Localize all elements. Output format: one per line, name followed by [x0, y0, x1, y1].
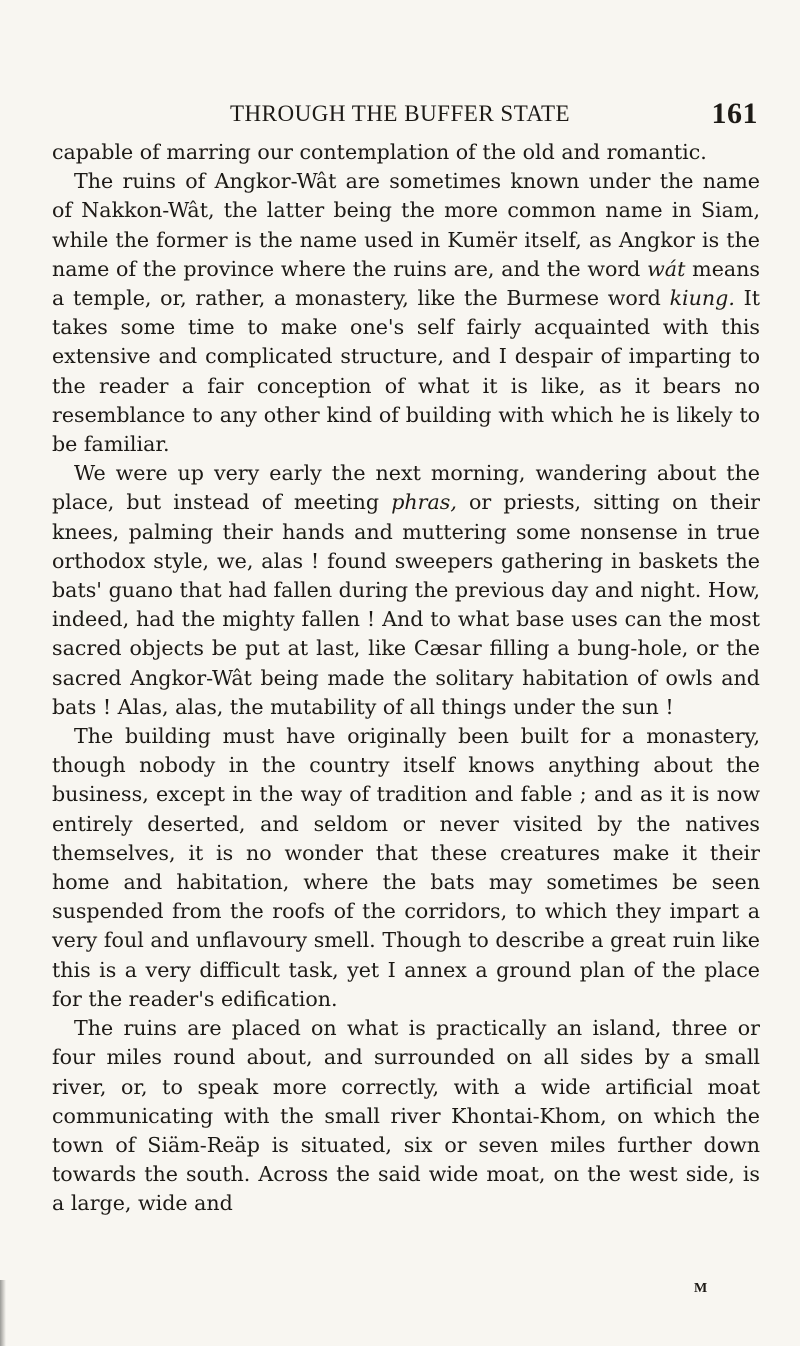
paragraph: [52, 459, 760, 722]
italic-term: kiung.: [669, 286, 735, 311]
italic-term: wát: [647, 256, 686, 281]
body-text: [52, 138, 760, 1219]
page-number: 161: [711, 97, 758, 130]
text-run: We were up very early the next morning, wandering about the place, but instead of meeting: [52, 461, 760, 515]
text-run: It takes some time to make one's self fairly acquainted with this extensive and complicated structure, and I despair of imparting to the reader a fair conception of what it is like, as it bears no resemblance to any other kind of building with which he is likely to be familiar.: [52, 286, 760, 457]
signature-mark: M: [694, 1281, 708, 1296]
text-run: means a temple, or, rather, a monastery, like the Burmese word: [52, 256, 760, 311]
page-edge-shadow: [0, 1280, 6, 1346]
text-run: capable of marring our contemplation of the old and romantic.: [52, 140, 707, 164]
paragraph: [52, 722, 760, 1014]
paragraph: [52, 167, 760, 459]
paragraph: [52, 1014, 760, 1218]
text-run: The building must have originally been built for a monastery, though nobody in the country itself knows anything about the business, except in the way of tradition and fable ; and as it is now entirely deserted, and seldom or never visited by the natives themselves, it is no wonder that these creatures make it their home and habitation, where the bats may sometimes be seen suspended from the roofs of the corridors, to which they impart a very foul and unflavoury smell. Though to describe a great ruin like this is a very difficult task, yet I annex a ground plan of the place for the reader's edification.: [52, 724, 760, 1011]
text-run: The ruins are placed on what is practically an island, three or four miles round about, and surrounded on all sides by a small river, or, to speak more correctly, with a wide artificial moat communicating with the small river Khontai-Khom, on which the town of Siäm-Reäp is situated, six or seven miles further down towards the south. Across the said wide moat, on the west side, is a large, wide and: [52, 1016, 760, 1216]
text-run: The ruins of Angkor-Wât are sometimes known under the name of Nakkon-Wât, the latter being the more common name in Siam, while the former is the name used in Kumër itself, as Angkor is the name of the province where the ruins are, and the word: [52, 169, 760, 281]
running-title: THROUGH THE BUFFER STATE: [230, 101, 571, 126]
text-run: or priests, sitting on their knees, palming their hands and muttering some nonsense in true orthodox style, we, alas ! found sweepers gathering in baskets the bats' guano that had fallen during the previous day and night. How, indeed, had the mighty fallen ! And to what base uses can the most sacred objects be put at last, like Cæsar filling a bung-hole, or the sacred Angkor-Wât being made the solitary habitation of owls and bats ! Alas, alas, the mutability of all things under the sun !: [52, 490, 761, 719]
running-header: [230, 97, 758, 131]
italic-term: phras,: [391, 490, 457, 515]
paragraph: [52, 138, 760, 167]
